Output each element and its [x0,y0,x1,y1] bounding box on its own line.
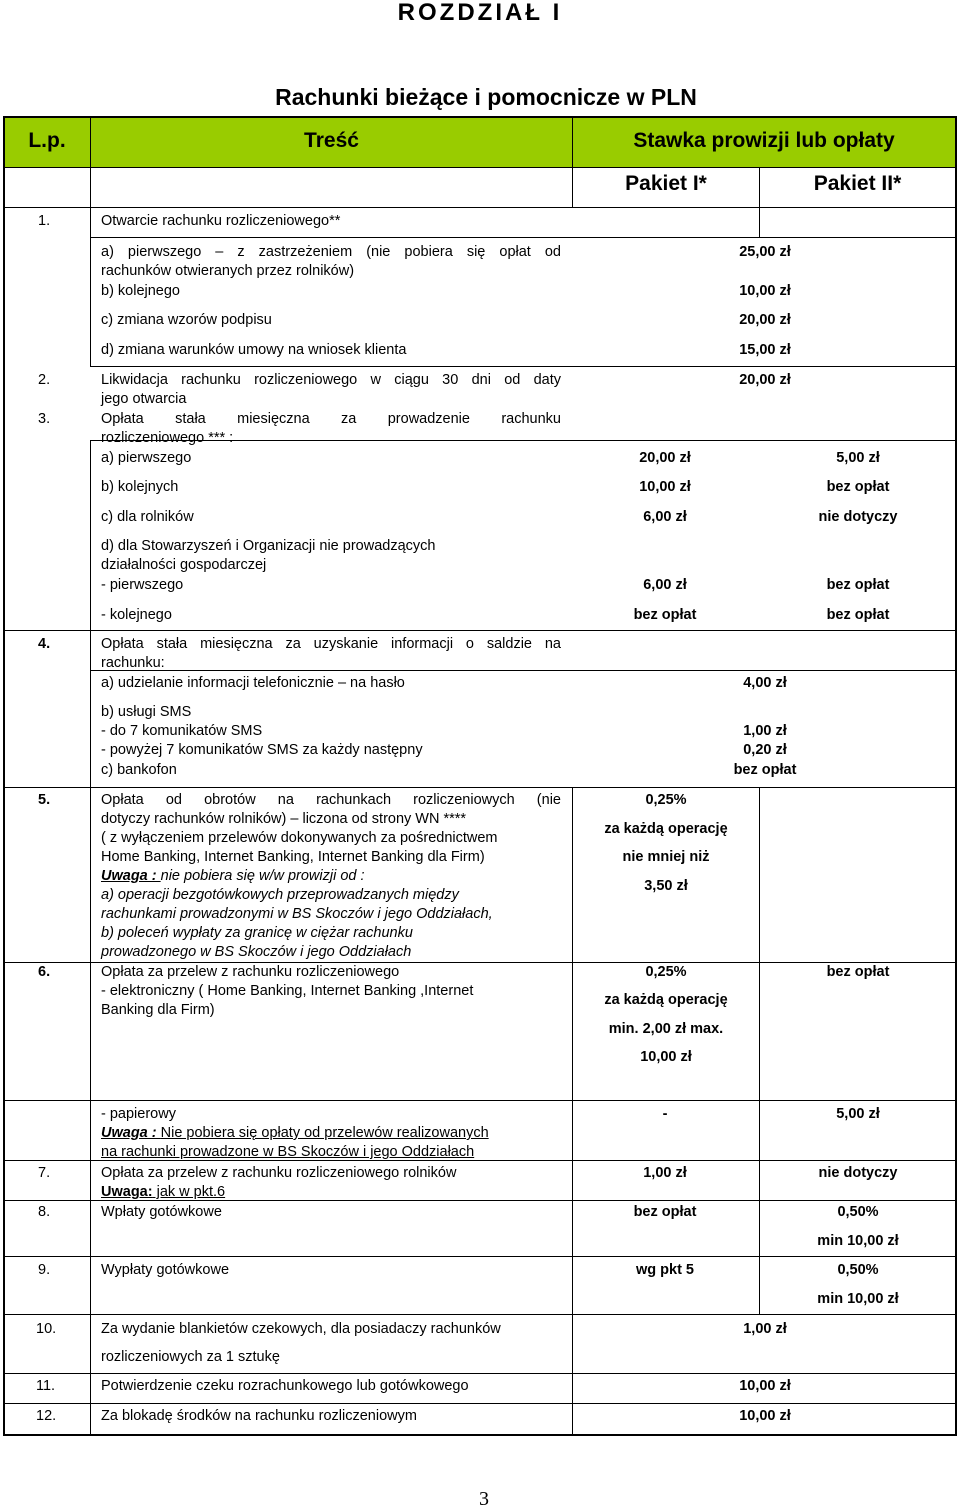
fee-value-pakiet-1: 20,00 zł [639,450,691,466]
item-line: rozliczeniowych za 1 sztukę [101,1349,280,1365]
column-divider [572,116,573,208]
item-number: 12. [36,1408,57,1424]
item-number: 4. [38,636,51,652]
row-divider [4,1373,956,1374]
item-line: Banking dla Firm) [101,1002,215,1018]
fee-value: 20,00 zł [739,312,791,328]
note-line: rachunkami prowadzonymi w BS Skoczów i jego Oddziałach, [101,906,493,922]
fee-value: 10,00 zł [739,1408,791,1424]
item-title: Otwarcie rachunku rozliczeniowego** [101,213,341,229]
item-line: c) dla rolników [101,509,194,525]
fee-value: 10,00 zł [739,283,791,299]
fee-value: za każdą operację [604,821,728,837]
note-text: jak w pkt.6 [152,1184,226,1200]
item-line: Potwierdzenie czeku rozrachunkowego lub gotówkowego [101,1378,469,1394]
item-line: a) pierwszego [101,450,192,466]
column-divider [572,1100,573,1435]
item-line: Opłata za przelew z rachunku rozliczeniowego rolników [101,1165,457,1181]
fee-value-pakiet-1: - [662,1106,668,1122]
row-divider [4,1314,956,1315]
row-divider [90,630,956,631]
item-line: Likwidacja rachunku rozliczeniowego w ciągu 30 dni od daty [101,372,561,388]
row-divider [4,787,956,788]
row-divider [90,440,91,630]
item-line: rachunków otwieranych przez rolników) [101,263,355,279]
table-border [955,116,957,1436]
item-line: rozliczeniowego *** : [101,430,234,446]
item-line: Opłata od obrotów na rachunkach rozliczeniowych (nie [101,792,561,808]
header-pakiet-2: Pakiet II* [813,172,902,195]
column-divider [759,167,760,208]
row-divider [4,630,90,631]
fee-value-pakiet-1: bez opłat [633,607,697,623]
column-divider [4,167,956,168]
item-line: c) bankofon [101,762,177,778]
note-line [101,1183,225,1201]
item-line: - powyżej 7 komunikatów SMS za każdy następny [101,742,423,758]
fee-value: 15,00 zł [739,342,791,358]
note-line: a) operacji bezgotówkowych przeprowadzanych między [101,887,459,903]
fee-value: 0,20 zł [743,742,787,758]
row-divider [759,207,760,237]
fee-value-pakiet-2: nie dotyczy [818,509,898,525]
item-line: - do 7 komunikatów SMS [101,723,263,739]
header-tresc: Treść [304,129,359,152]
item-line: - kolejnego [101,607,172,623]
column-divider [90,962,91,1100]
note-text: Nie pobiera się opłaty od przelewów realizowanych [160,1125,489,1141]
row-divider [90,237,956,238]
row-divider [4,1100,956,1101]
note-text: nie pobiera się w/w prowizji od : [160,868,365,884]
fee-value-pakiet-2: min 10,00 zł [817,1291,899,1307]
item-line: a) udzielanie informacji telefonicznie – na hasło [101,675,405,691]
item-line: ( z wyłączeniem przelewów dokonywanych za pośrednictwem [101,830,498,846]
item-line: - pierwszego [101,577,184,593]
item-line: d) dla Stowarzyszeń i Organizacji nie prowadzących [101,538,436,554]
note-line: prowadzonego w BS Skoczów i jego Oddziałach [101,944,412,960]
item-number: 3. [38,411,51,427]
fee-value-pakiet-1: 0,25% [645,964,687,980]
row-divider [4,1256,956,1257]
note-label: Uwaga : [101,868,161,884]
row-divider [4,207,956,208]
column-divider [90,116,91,208]
item-line: b) usługi SMS [101,704,192,720]
item-line: Za blokadę środków na rachunku rozliczeniowym [101,1408,417,1424]
table-border [3,1434,956,1436]
fee-value-pakiet-1: bez opłat [633,1204,697,1220]
note-line: b) poleceń wypłaty za granicę w ciężar rachunku [101,925,413,941]
item-number: 1. [38,213,51,229]
row-divider [90,366,956,367]
item-number: 6. [38,964,51,980]
table-border [3,116,956,118]
note-label: Uwaga: [101,1184,153,1200]
row-divider [90,670,956,671]
column-divider [759,787,760,963]
note-label: Uwaga : [101,1125,161,1141]
note-line [101,867,365,885]
fee-value-pakiet-2: nie dotyczy [818,1165,898,1181]
row-divider [4,1403,956,1404]
item-line: działalności gospodarczej [101,557,267,573]
column-divider [759,1256,760,1314]
fee-value-pakiet-2: bez opłat [826,607,890,623]
item-line: d) zmiana warunków umowy na wniosek klienta [101,342,407,358]
item-line: rachunku: [101,655,165,671]
fee-value-pakiet-1: 6,00 zł [643,577,687,593]
column-divider [90,1100,91,1435]
fee-value-pakiet-1: za każdą operację [604,992,728,1008]
fee-value-pakiet-2: 0,50% [837,1204,879,1220]
fee-value-pakiet-1: 10,00 zł [640,1049,692,1065]
fee-value-pakiet-1: 6,00 zł [643,509,687,525]
column-divider [572,787,573,963]
chapter-title: ROZDZIAŁ I [397,0,563,26]
item-number: 2. [38,372,51,388]
row-divider [90,630,91,670]
fee-value: bez opłat [733,762,797,778]
header-lp: L.p. [28,129,66,152]
item-number: 9. [38,1262,51,1278]
item-line: dotyczy rachunków rolników) – liczona od strony WN **** [101,811,467,827]
item-number: 5. [38,792,51,808]
item-line: - papierowy [101,1106,176,1122]
item-line: - elektroniczny ( Home Banking, Internet Banking ,Internet [101,983,474,999]
item-line: Za wydanie blankietów czekowych, dla posiadaczy rachunków [101,1321,501,1337]
item-line: Wpłaty gotówkowe [101,1204,222,1220]
fee-value: 10,00 zł [739,1378,791,1394]
table-border [3,116,5,1436]
fee-value: nie mniej niż [622,849,710,865]
item-line: Opłata stała miesięczna za prowadzenie rachunku [101,411,561,427]
fee-value: 0,25% [645,792,687,808]
fee-value: 25,00 zł [739,244,791,260]
fee-value-pakiet-2: 0,50% [837,1262,879,1278]
fee-value-pakiet-2: bez opłat [826,577,890,593]
fee-value-pakiet-2: bez opłat [826,479,890,495]
item-line: Home Banking, Internet Banking, Internet Banking dla Firm) [101,849,485,865]
header-stawka: Stawka prowizji lub opłaty [633,129,895,152]
note-line: na rachunki prowadzone w BS Skoczów i jego Oddziałach [101,1144,475,1160]
fee-value: 3,50 zł [644,878,688,894]
note-line [101,1124,489,1142]
item-line: b) kolejnego [101,283,180,299]
fee-value-pakiet-1: 10,00 zł [639,479,691,495]
column-divider [759,1200,760,1256]
fee-value-pakiet-2: 5,00 zł [836,1106,880,1122]
column-divider [90,787,91,963]
row-divider [90,207,91,367]
item-line: Wypłaty gotówkowe [101,1262,230,1278]
fee-value: 1,00 zł [743,1321,787,1337]
fee-value-pakiet-2: min 10,00 zł [817,1233,899,1249]
header-pakiet-1: Pakiet I* [625,172,707,195]
item-line: c) zmiana wzorów podpisu [101,312,272,328]
item-number: 11. [36,1378,56,1394]
row-divider [90,670,91,788]
column-divider [759,962,760,1100]
page-number: 3 [479,1488,489,1510]
item-number: 7. [38,1165,51,1181]
fee-value-pakiet-1: 1,00 zł [643,1165,687,1181]
fee-value-pakiet-1: wg pkt 5 [635,1262,694,1278]
item-number: 8. [38,1204,51,1220]
fee-value-pakiet-1: min. 2,00 zł max. [608,1021,724,1037]
item-number: 10. [36,1321,57,1337]
fee-value-pakiet-2: bez opłat [826,964,890,980]
item-line: jego otwarcia [101,391,187,407]
fee-value: 1,00 zł [743,723,787,739]
column-divider [759,1100,760,1200]
fee-value: 4,00 zł [743,675,787,691]
item-line: a) pierwszego – z zastrzeżeniem (nie pobiera się opłat od [101,244,561,260]
fee-value-pakiet-2: 5,00 zł [836,450,880,466]
item-line: b) kolejnych [101,479,179,495]
page-subtitle: Rachunki bieżące i pomocnicze w PLN [275,84,697,110]
fee-value: 20,00 zł [739,372,791,388]
item-line: Opłata za przelew z rachunku rozliczeniowego [101,964,400,980]
item-line: Opłata stała miesięczna za uzyskanie informacji o saldzie na [101,636,561,652]
